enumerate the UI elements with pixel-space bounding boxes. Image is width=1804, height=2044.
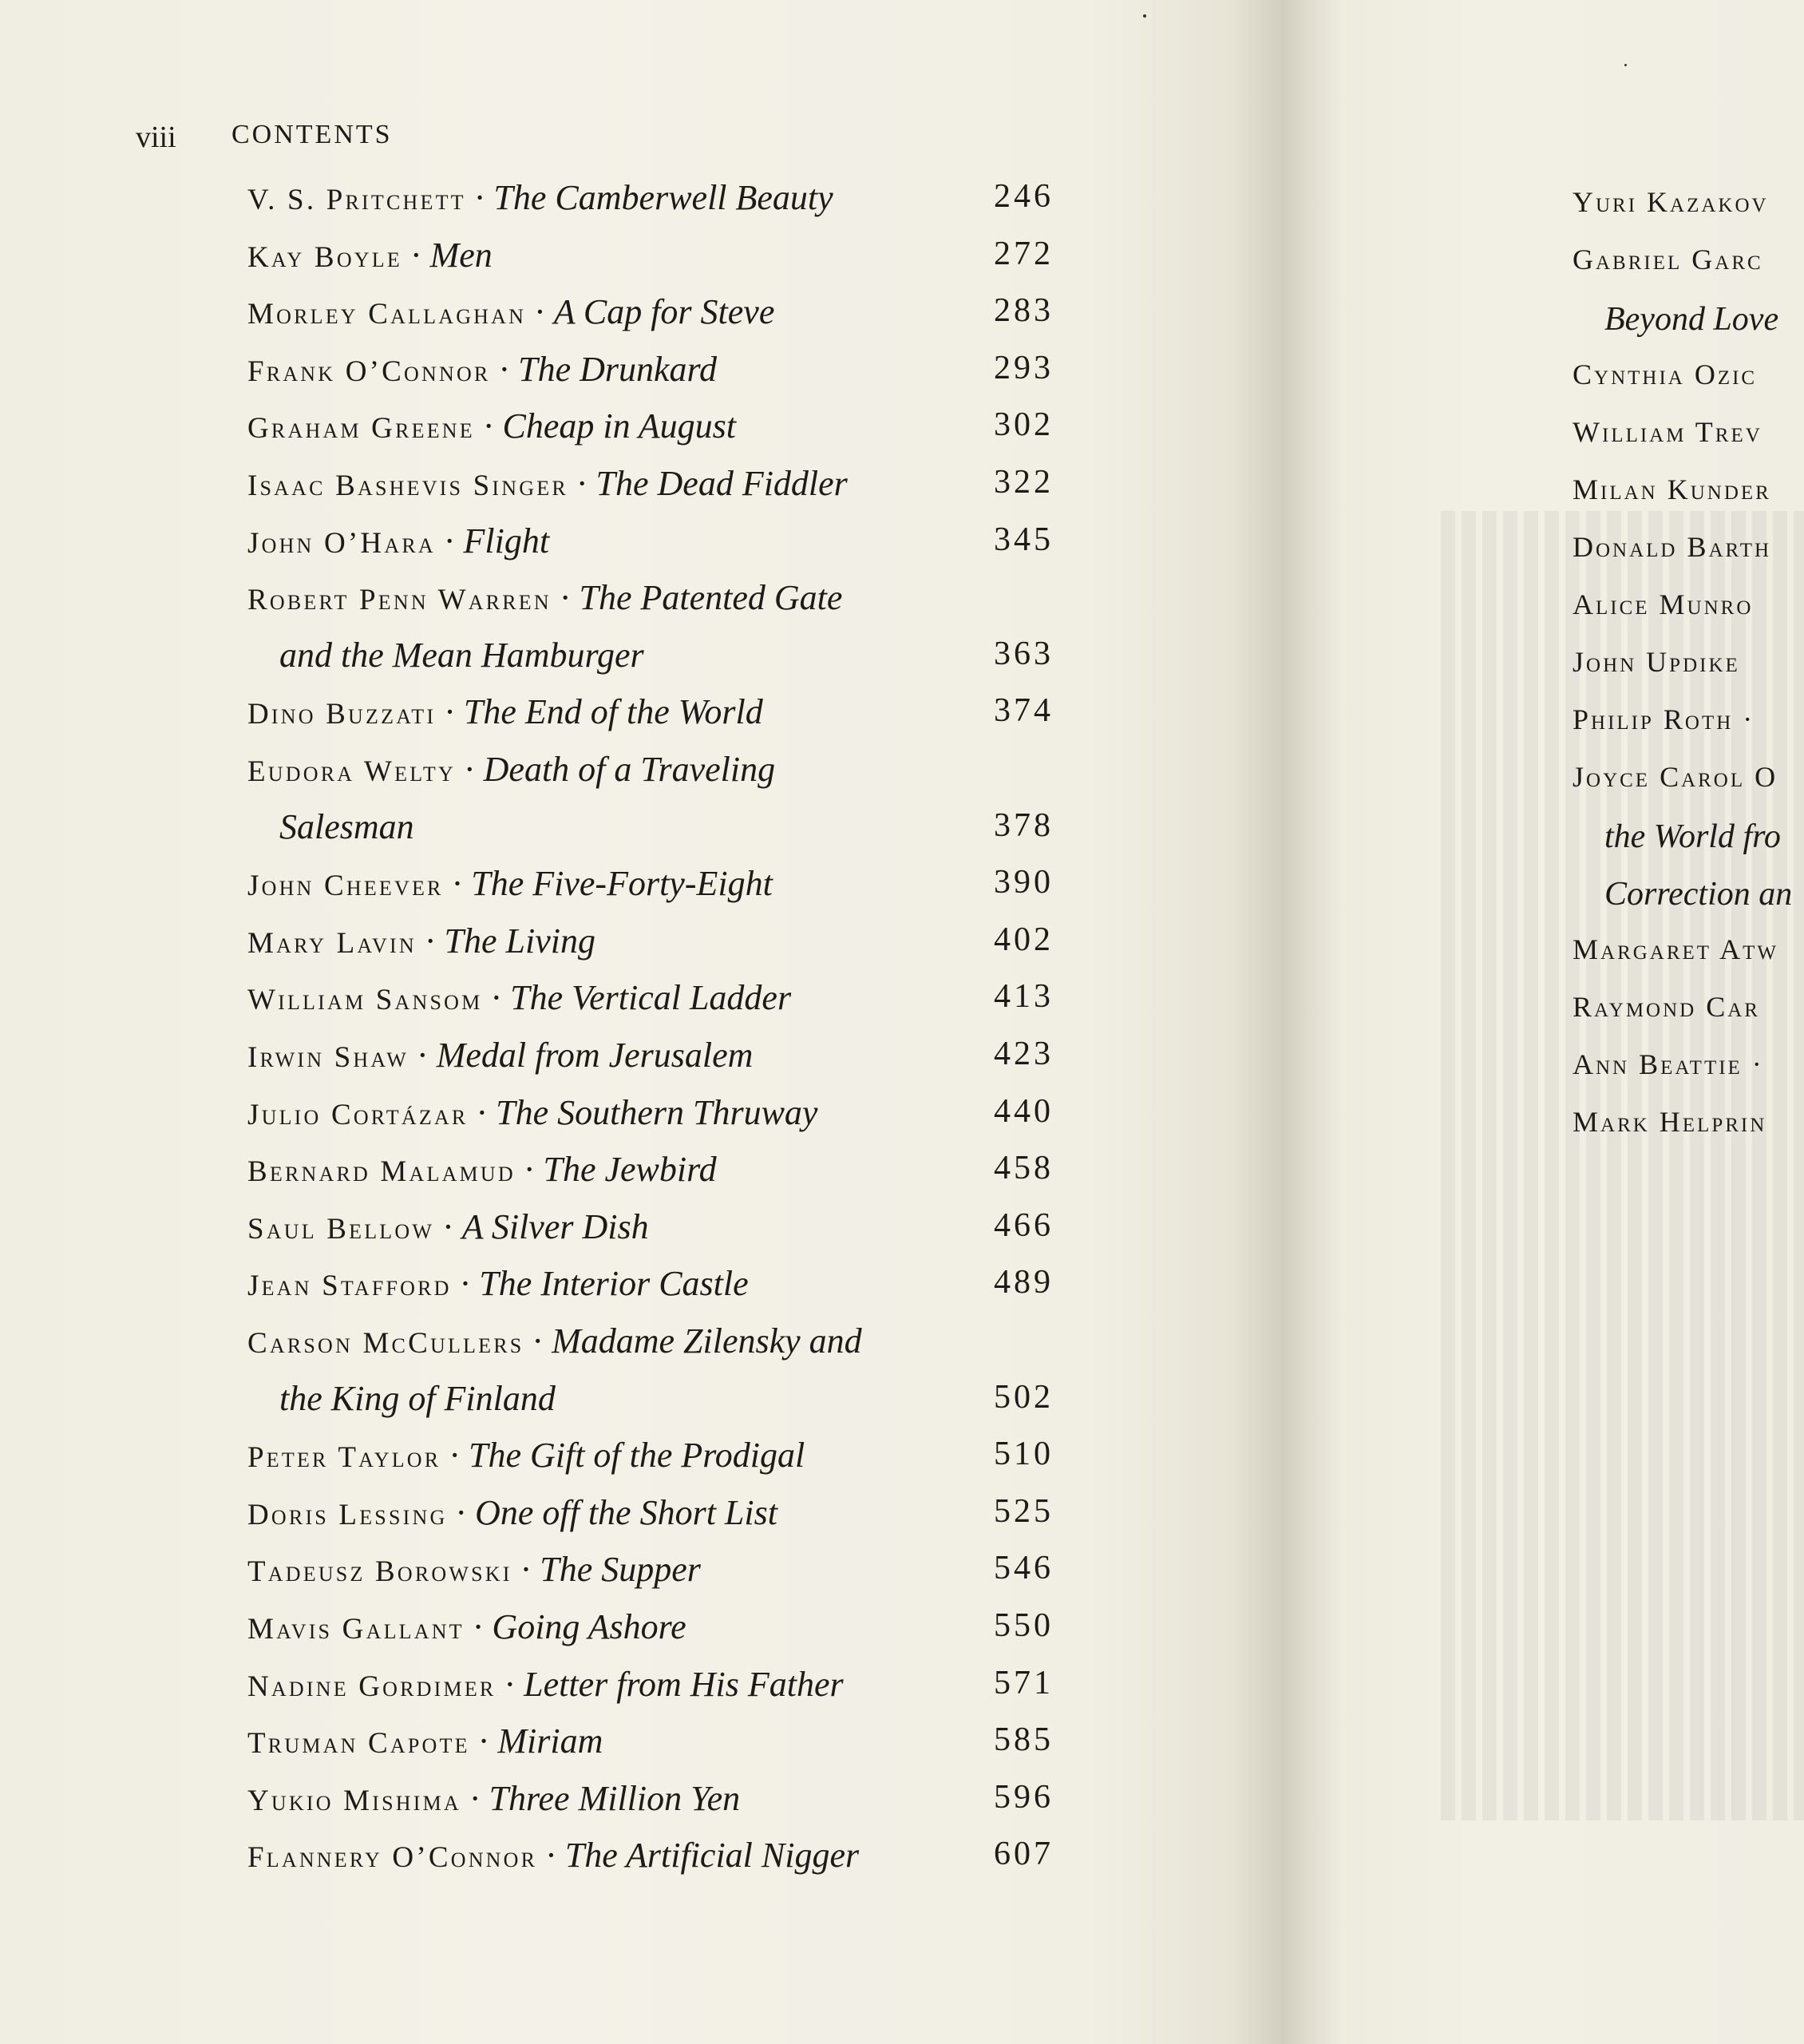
separator-dot: · bbox=[545, 1836, 557, 1876]
entry-author: Carson McCullers bbox=[247, 1327, 524, 1360]
entry-page-number: 345 bbox=[994, 521, 1054, 558]
entry-title: Cheap in August bbox=[502, 406, 737, 446]
contents-entry bbox=[247, 463, 1054, 521]
contents-entry bbox=[247, 1321, 1054, 1378]
entry-page-number: 510 bbox=[994, 1436, 1054, 1473]
entry-author: Jean Stafford bbox=[247, 1270, 452, 1303]
entry-author: Tadeusz Borowski bbox=[247, 1555, 512, 1589]
contents-entry-partial: Milan Kunder bbox=[1573, 473, 1771, 505]
separator-dot: · bbox=[473, 178, 486, 217]
contents-entry-partial: Correction an bbox=[1604, 876, 1793, 913]
entry-page-number: 596 bbox=[994, 1778, 1054, 1816]
entry-author: Yukio Mishima bbox=[247, 1784, 461, 1817]
entry-title: Madame Zilensky and bbox=[552, 1321, 862, 1361]
entry-author: Kay Boyle bbox=[247, 240, 402, 274]
separator-dot: · bbox=[455, 1492, 468, 1532]
contents-entry-partial: Gabriel Garc bbox=[1573, 244, 1763, 275]
entry-author: Nadine Gordimer bbox=[247, 1670, 496, 1703]
contents-entry bbox=[247, 1435, 1054, 1492]
entry-page-number: 440 bbox=[994, 1092, 1054, 1130]
entry-author: Mary Lavin bbox=[247, 926, 417, 960]
contents-entry-partial: Margaret Atw bbox=[1573, 933, 1778, 965]
entry-author: Saul Bellow bbox=[247, 1212, 435, 1246]
entry-page-number: 363 bbox=[994, 635, 1054, 672]
entry-title: The Vertical Ladder bbox=[510, 978, 792, 1018]
entry-title: the King of Finland bbox=[279, 1378, 556, 1418]
entry-page-number: 546 bbox=[994, 1550, 1054, 1587]
entry-title: Medal from Jerusalem bbox=[436, 1036, 754, 1075]
contents-entry bbox=[247, 1664, 1054, 1721]
entry-title: The Camberwell Beauty bbox=[493, 178, 833, 217]
entry-page-number: 571 bbox=[994, 1664, 1054, 1701]
contents-entry bbox=[247, 235, 1054, 292]
entry-page-number: 390 bbox=[994, 864, 1054, 901]
entry-page-number: 378 bbox=[994, 806, 1054, 844]
separator-dot: · bbox=[469, 1778, 481, 1818]
entry-title: The Living bbox=[444, 921, 595, 961]
contents-entry bbox=[247, 1492, 1054, 1550]
separator-dot: · bbox=[449, 1436, 461, 1476]
contents-entry bbox=[247, 577, 1054, 635]
entry-author: Dino Buzzati bbox=[247, 698, 437, 731]
separator-dot: · bbox=[477, 1721, 490, 1761]
entry-author: Morley Callaghan bbox=[247, 298, 527, 331]
contents-entry bbox=[247, 691, 1054, 749]
separator-dot: · bbox=[451, 864, 464, 904]
contents-entry bbox=[247, 1035, 1054, 1092]
entry-page-number: 413 bbox=[994, 978, 1054, 1016]
contents-entry-partial: the World fro bbox=[1604, 818, 1781, 855]
entry-author: Peter Taylor bbox=[247, 1441, 441, 1475]
entry-title: Flight bbox=[463, 521, 550, 561]
contents-entry-partial: Ann Beattie · bbox=[1573, 1048, 1764, 1080]
separator-dot: · bbox=[417, 1036, 429, 1075]
entry-author: Isaac Bashevis Singer bbox=[247, 469, 568, 502]
ink-speck bbox=[1624, 64, 1627, 66]
entry-author: Graham Greene bbox=[247, 412, 475, 446]
entry-page-number: 466 bbox=[994, 1206, 1054, 1244]
entry-title: The End of the World bbox=[463, 692, 763, 732]
contents-entry bbox=[247, 1778, 1054, 1836]
contents-entry-partial: William Trev bbox=[1573, 416, 1762, 448]
separator-dot: · bbox=[459, 1264, 472, 1304]
entry-author: John Cheever bbox=[247, 869, 444, 903]
contents-entry-partial: Raymond Car bbox=[1573, 991, 1760, 1023]
separator-dot: · bbox=[443, 521, 456, 561]
contents-entry bbox=[247, 1149, 1054, 1206]
entry-author: Eudora Welty bbox=[247, 755, 456, 788]
separator-dot: · bbox=[464, 750, 476, 789]
contents-entry bbox=[247, 977, 1054, 1035]
entry-page-number: 283 bbox=[994, 292, 1054, 330]
contents-entry-partial: Philip Roth · bbox=[1573, 703, 1755, 735]
contents-entry-partial: Joyce Carol O bbox=[1573, 761, 1778, 793]
contents-entry bbox=[247, 1721, 1054, 1778]
entry-author: Doris Lessing bbox=[247, 1498, 448, 1531]
separator-dot: · bbox=[424, 921, 437, 961]
entry-title: The Gift of the Prodigal bbox=[468, 1436, 805, 1476]
separator-dot: · bbox=[559, 578, 572, 618]
entry-author: Irwin Shaw bbox=[247, 1041, 409, 1074]
entry-page-number: 402 bbox=[994, 921, 1054, 958]
entry-title: The Drunkard bbox=[518, 349, 718, 389]
separator-dot: · bbox=[534, 292, 546, 332]
entry-author: Mavis Gallant bbox=[247, 1613, 465, 1646]
entry-page-number: 302 bbox=[994, 406, 1054, 444]
entry-author: Robert Penn Warren bbox=[247, 584, 552, 617]
separator-dot: · bbox=[442, 1206, 454, 1246]
contents-entry-partial: Mark Helprin bbox=[1573, 1106, 1767, 1138]
entry-page-number: 322 bbox=[994, 464, 1054, 501]
entry-title: The Supper bbox=[540, 1550, 701, 1590]
contents-entry bbox=[247, 863, 1054, 921]
book-gutter bbox=[1281, 0, 1345, 2044]
separator-dot: · bbox=[409, 235, 422, 275]
entry-page-number: 293 bbox=[994, 349, 1054, 386]
entry-title: Going Ashore bbox=[492, 1607, 686, 1646]
entry-title: Letter from His Father bbox=[524, 1664, 844, 1704]
contents-entry bbox=[247, 1206, 1054, 1264]
entry-title: The Five-Forty-Eight bbox=[471, 864, 773, 904]
separator-dot: · bbox=[490, 978, 503, 1018]
separator-dot: · bbox=[472, 1607, 485, 1646]
entry-page-number: 607 bbox=[994, 1836, 1054, 1873]
contents-entry bbox=[247, 349, 1054, 406]
contents-entry-partial: Cynthia Ozic bbox=[1573, 358, 1758, 390]
entry-author: Julio Cortázar bbox=[247, 1098, 469, 1131]
entry-title: Death of a Traveling bbox=[483, 750, 776, 789]
entry-author: Flannery O’Connor bbox=[247, 1841, 538, 1875]
entry-page-number: 525 bbox=[994, 1492, 1054, 1530]
separator-dot: · bbox=[523, 1150, 536, 1190]
separator-dot: · bbox=[520, 1550, 532, 1590]
entry-page-number: 458 bbox=[994, 1150, 1054, 1187]
right-page bbox=[1345, 0, 1804, 2044]
entry-title: Salesman bbox=[279, 806, 414, 846]
contents-entry-partial: John Updike bbox=[1573, 646, 1740, 678]
separator-dot: · bbox=[498, 349, 511, 389]
entry-title: A Cap for Steve bbox=[553, 292, 775, 332]
entry-title: Miriam bbox=[497, 1721, 603, 1761]
entry-title: The Southern Thruway bbox=[496, 1092, 818, 1132]
entry-title: One off the Short List bbox=[475, 1492, 777, 1532]
entry-page-number: 550 bbox=[994, 1607, 1054, 1644]
contents-entry-partial: Beyond Love bbox=[1604, 301, 1779, 338]
contents-entry bbox=[247, 406, 1054, 463]
entry-author: Bernard Malamud bbox=[247, 1155, 516, 1189]
contents-entry bbox=[247, 521, 1054, 578]
contents-entry bbox=[247, 635, 1054, 692]
contents-entry bbox=[247, 1835, 1054, 1892]
contents-entry-partial: Alice Munro bbox=[1573, 588, 1754, 620]
entry-author: Frank O’Connor bbox=[247, 355, 491, 388]
separator-dot: · bbox=[444, 692, 456, 732]
contents-entry bbox=[247, 921, 1054, 978]
contents-entry-partial: Yuri Kazakov bbox=[1573, 186, 1769, 218]
contents-entry-partial: Donald Barth bbox=[1573, 531, 1772, 563]
separator-dot: · bbox=[476, 1092, 489, 1132]
entry-author: Truman Capote bbox=[247, 1727, 470, 1761]
contents-entry bbox=[247, 806, 1054, 864]
entry-page-number: 489 bbox=[994, 1264, 1054, 1301]
entry-title: A Silver Dish bbox=[461, 1206, 649, 1246]
contents-entry bbox=[247, 177, 1054, 235]
entry-page-number: 423 bbox=[994, 1036, 1054, 1072]
entry-author: V. S. Pritchett bbox=[247, 184, 466, 216]
entry-title: The Patented Gate bbox=[579, 578, 843, 618]
entry-page-number: 374 bbox=[994, 692, 1054, 730]
running-head: CONTENTS bbox=[231, 120, 393, 149]
contents-entry bbox=[247, 1606, 1054, 1664]
separator-dot: · bbox=[532, 1321, 544, 1361]
separator-dot: · bbox=[576, 464, 588, 503]
separator-dot: · bbox=[482, 406, 495, 446]
contents-entry bbox=[247, 749, 1054, 806]
contents-entry bbox=[247, 1263, 1054, 1321]
entry-title: Men bbox=[429, 235, 493, 275]
entry-page-number: 585 bbox=[994, 1721, 1054, 1759]
entry-title: The Jewbird bbox=[543, 1150, 717, 1190]
contents-entry bbox=[247, 291, 1054, 349]
entry-page-number: 246 bbox=[994, 178, 1054, 215]
entry-author: William Sansom bbox=[247, 984, 483, 1017]
entry-title: and the Mean Hamburger bbox=[279, 635, 644, 675]
contents-entry bbox=[247, 1378, 1054, 1436]
contents-entry bbox=[247, 1092, 1054, 1150]
entry-page-number: 502 bbox=[994, 1378, 1054, 1416]
entry-title: The Artificial Nigger bbox=[564, 1836, 860, 1876]
contents-entry bbox=[247, 1549, 1054, 1606]
entry-author: John O’Hara bbox=[247, 526, 436, 560]
ink-speck bbox=[1143, 14, 1146, 18]
page-number: viii bbox=[136, 121, 176, 154]
separator-dot: · bbox=[504, 1664, 516, 1704]
entry-title: The Interior Castle bbox=[479, 1264, 749, 1304]
entry-title: Three Million Yen bbox=[489, 1778, 741, 1818]
entry-page-number: 272 bbox=[994, 235, 1054, 272]
entry-title: The Dead Fiddler bbox=[595, 464, 848, 503]
